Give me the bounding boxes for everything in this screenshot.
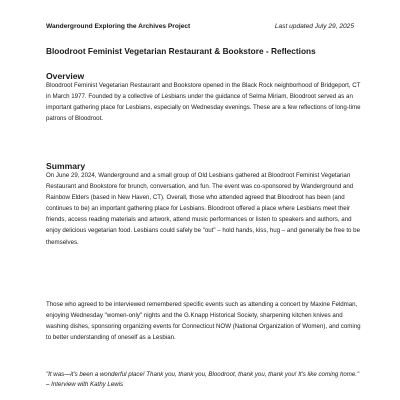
running-header	[46, 23, 354, 31]
summary-paragraph-2: Those who agreed to be interviewed remembered specific events such as attending a concert by Maxine Feldman, enjoying Wednesday "women-only" nights and the G.Knapp Historical Society, sharpening kitchen knives and washing dishes, sponsoring organizing events for Connecticut NOW (National Organization of Women), and coming to better understanding of oneself as a Lesbian.	[46, 301, 361, 342]
last-updated-date: Last updated July 29, 2025	[274, 23, 354, 30]
summary-paragraph-1: On June 29, 2024, Wanderground and a small group of Old Lesbians gathered at Bloodroot Feminist Vegetarian Restaurant and Bookstore for brunch, conversation, and fun. The event was co-sponsored by Wanderground and Rainbow Elders (based in New Haven, CT). Overall, those who attended agreed that Bloodroot has been (and continues to be) an important gathering place for Lesbians. Bloodroot offered a place where Lesbians meet their friends, access reading materials and artwork, attend music performances or listen to speakers and authors, and enjoy delicious vegetarian food. Lesbians could safely be "out" – hold hands, kiss, hug – and generally be free to be themselves.	[46, 172, 360, 246]
summary-heading: Summary	[46, 161, 86, 171]
overview-paragraph: Bloodroot Feminist Vegetarian Restaurant and Bookstore opened in the Black Rock neighborhood of Bridgeport, CT in March 1977. Founded by a collective of Lesbians under the guidance of Selma Miriam, Bloodroot served as an important gathering place for Lesbians, especially on Wednesday evenings. These are a few reflections of long-time patrons of Bloodroot.	[46, 82, 361, 123]
interview-quote: "It was—it's been a wonderful place! Thank you, thank you, Bloodroot, thank you, thank you! It's like coming home." – Interview with Kathy Lewis	[46, 371, 360, 388]
overview-heading: Overview	[46, 71, 85, 81]
document-title: Bloodroot Feminist Vegetarian Restaurant & Bookstore - Reflections	[46, 46, 316, 56]
project-title: Wanderground Exploring the Archives Project	[46, 23, 191, 30]
